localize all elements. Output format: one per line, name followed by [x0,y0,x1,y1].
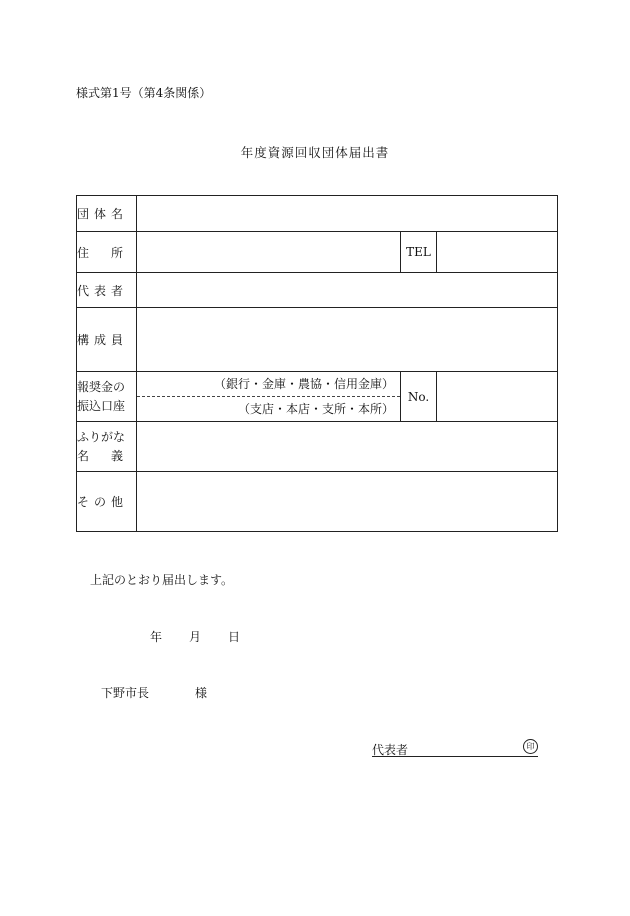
row-group-name [77,196,558,232]
representative-signature-label: 代表者 [372,743,409,757]
honorific: 様 [195,686,208,700]
seal-icon: 印 [523,739,538,754]
branch-type-options: （支店・本店・支所・本所） [237,402,394,416]
account-holder-label: ふりがな 名 義 [77,422,137,472]
addressee-mayor: 下野市長 [101,686,150,700]
address-label: 住 所 [77,232,137,273]
bank-type-options: （銀行・金庫・農協・信用金庫） [137,372,400,397]
row-address [77,232,558,273]
row-members [77,308,558,372]
representative-label: 代 表 者 [77,273,137,308]
other-label: そ の 他 [77,472,137,532]
bank-account-label: 報奨金の 振込口座 [77,372,137,422]
members-field[interactable] [137,308,558,372]
registration-form-table [76,195,558,532]
representative-signature-line[interactable] [372,741,538,757]
members-label: 構 成 員 [77,308,137,372]
date-line [150,628,240,645]
date-day: 日 [228,630,241,644]
other-field[interactable] [137,472,558,532]
submission-notice: 上記のとおり届出します。 [90,573,234,587]
form-number: 様式第1号（第4条関係） [76,86,212,100]
tel-field[interactable] [437,232,558,273]
row-other [77,472,558,532]
date-year: 年 [150,630,163,644]
account-no-field[interactable] [437,372,558,422]
account-holder-field[interactable] [137,422,558,472]
group-name-label: 団 体 名 [77,196,137,232]
account-no-label: No. [401,372,437,422]
row-bank-account [77,372,558,422]
row-representative [77,273,558,308]
document-title: 年度資源回収団体届出書 [240,145,390,160]
tel-label: TEL [401,232,437,273]
date-month: 月 [189,630,202,644]
bank-field[interactable] [137,372,401,422]
address-field[interactable] [137,232,401,273]
representative-field[interactable] [137,273,558,308]
addressee-line [101,684,207,701]
row-account-holder [77,422,558,472]
group-name-field[interactable] [137,196,558,232]
